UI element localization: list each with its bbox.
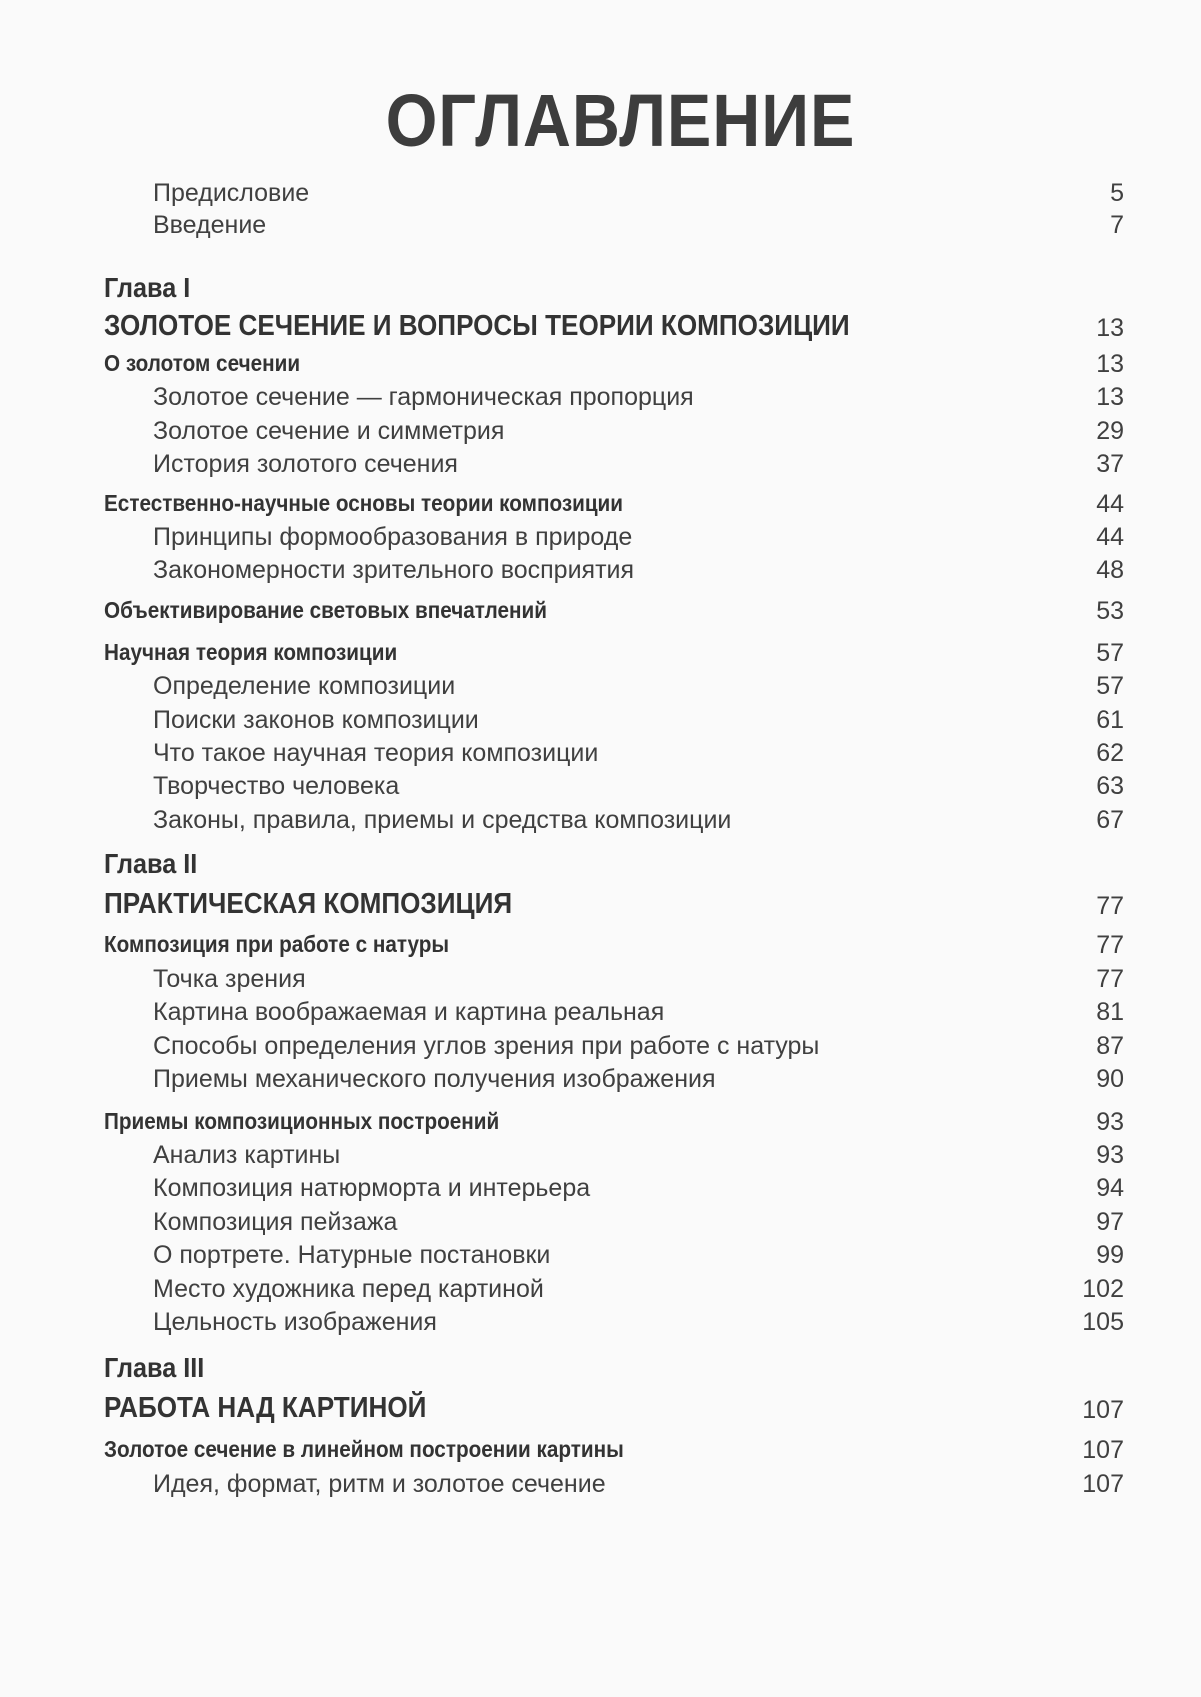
section-title: Приемы композиционных построений xyxy=(104,1108,500,1134)
page-number: 57 xyxy=(1096,639,1124,667)
toc-entry xyxy=(0,1032,1201,1066)
subsection-title: Идея, формат, ритм и золотое сечение xyxy=(153,1470,606,1498)
page-number: 99 xyxy=(1096,1241,1124,1269)
chapter-title: РАБОТА НАД КАРТИНОЙ xyxy=(104,1392,427,1424)
toc-entry xyxy=(0,1208,1201,1242)
page-number: 13 xyxy=(1096,314,1124,342)
toc-entry xyxy=(0,888,1201,922)
page-number: 29 xyxy=(1096,417,1124,445)
toc-entry xyxy=(0,1275,1201,1309)
section-title: Золотое сечение в линейном построении картины xyxy=(104,1436,624,1462)
section-title: Научная теория композиции xyxy=(104,639,398,665)
toc-entry xyxy=(0,179,1201,213)
toc-entry xyxy=(0,490,1201,524)
page-number: 77 xyxy=(1096,892,1124,920)
subsection-title: Определение композиции xyxy=(153,672,456,700)
chapter-number: Глава I xyxy=(104,272,191,303)
toc-entry xyxy=(0,417,1201,451)
subsection-title: Золотое сечение и симметрия xyxy=(153,417,505,445)
subsection-title: Картина воображаемая и картина реальная xyxy=(153,998,665,1026)
subsection-title: Композиция натюрморта и интерьера xyxy=(153,1174,591,1202)
toc-entry xyxy=(0,1108,1201,1142)
subsection-title: Что такое научная теория композиции xyxy=(153,739,599,767)
toc-entry xyxy=(0,450,1201,484)
toc-entry xyxy=(0,1308,1201,1342)
page-number: 97 xyxy=(1096,1208,1124,1236)
toc-entry xyxy=(0,1241,1201,1275)
subsection-title: Законы, правила, приемы и средства композиции xyxy=(153,806,732,834)
toc-entry xyxy=(0,272,1201,306)
toc-entry xyxy=(0,1174,1201,1208)
page-number: 5 xyxy=(1110,179,1124,207)
page-number: 7 xyxy=(1110,211,1124,239)
toc-entry xyxy=(0,672,1201,706)
subsection-title: Приемы механического получения изображения xyxy=(153,1065,716,1093)
toc-entry xyxy=(0,523,1201,557)
chapter-number: Глава II xyxy=(104,848,198,879)
toc-entry xyxy=(0,772,1201,806)
subsection-title: Введение xyxy=(153,211,267,239)
subsection-title: О портрете. Натурные постановки xyxy=(153,1241,551,1269)
subsection-title: Цельность изображения xyxy=(153,1308,437,1336)
page-number: 81 xyxy=(1096,998,1124,1026)
section-title: Объективирование световых впечатлений xyxy=(104,597,547,623)
toc-entry xyxy=(0,1392,1201,1426)
page-number: 93 xyxy=(1096,1108,1124,1136)
page-number: 62 xyxy=(1096,739,1124,767)
page-number: 53 xyxy=(1096,597,1124,625)
subsection-title: Принципы формообразования в природе xyxy=(153,523,633,551)
subsection-title: Предисловие xyxy=(153,179,310,207)
page-number: 44 xyxy=(1096,523,1124,551)
toc-entry xyxy=(0,310,1201,344)
toc-entry xyxy=(0,1065,1201,1099)
subsection-title: Анализ картины xyxy=(153,1141,341,1169)
page-number: 57 xyxy=(1096,672,1124,700)
chapter-number: Глава III xyxy=(104,1352,205,1383)
page-title: ОГЛАВЛЕНИЕ xyxy=(385,79,856,162)
page-number: 102 xyxy=(1082,1275,1124,1303)
toc-entry xyxy=(0,965,1201,999)
section-title: Композиция при работе с натуры xyxy=(104,931,450,957)
page-number: 63 xyxy=(1096,772,1124,800)
subsection-title: Поиски законов композиции xyxy=(153,706,479,734)
page-number: 107 xyxy=(1082,1396,1124,1424)
subsection-title: История золотого сечения xyxy=(153,450,458,478)
chapter-title: ЗОЛОТОЕ СЕЧЕНИЕ И ВОПРОСЫ ТЕОРИИ КОМПОЗИЦИИ xyxy=(104,310,850,342)
page-number: 105 xyxy=(1082,1308,1124,1336)
subsection-title: Композиция пейзажа xyxy=(153,1208,398,1236)
section-title: О золотом сечении xyxy=(104,350,301,376)
toc-entry xyxy=(0,597,1201,631)
toc-entry xyxy=(0,556,1201,590)
subsection-title: Место художника перед картиной xyxy=(153,1275,544,1303)
page-number: 13 xyxy=(1096,350,1124,378)
section-title: Естественно-научные основы теории композиции xyxy=(104,490,624,516)
toc-entry xyxy=(0,383,1201,417)
page-number: 61 xyxy=(1096,706,1124,734)
page-number: 13 xyxy=(1096,383,1124,411)
toc-entry xyxy=(0,211,1201,245)
page-number: 94 xyxy=(1096,1174,1124,1202)
page-number: 67 xyxy=(1096,806,1124,834)
toc-entry xyxy=(0,931,1201,965)
toc-entry xyxy=(0,1436,1201,1470)
toc-entry xyxy=(0,1352,1201,1386)
page-number: 77 xyxy=(1096,931,1124,959)
page-number: 107 xyxy=(1082,1436,1124,1464)
toc-entry xyxy=(0,350,1201,384)
subsection-title: Точка зрения xyxy=(153,965,306,993)
subsection-title: Способы определения углов зрения при работе с натуры xyxy=(153,1032,820,1060)
toc-entry xyxy=(0,639,1201,673)
toc-entry xyxy=(0,706,1201,740)
page-number: 77 xyxy=(1096,965,1124,993)
toc-entry xyxy=(0,998,1201,1032)
page-number: 44 xyxy=(1096,490,1124,518)
page-number: 37 xyxy=(1096,450,1124,478)
subsection-title: Золотое сечение — гармоническая пропорция xyxy=(153,383,694,411)
toc-entry xyxy=(0,1470,1201,1504)
page-number: 87 xyxy=(1096,1032,1124,1060)
toc-entry xyxy=(0,806,1201,840)
toc-entry xyxy=(0,848,1201,882)
subsection-title: Творчество человека xyxy=(153,772,400,800)
page-number: 93 xyxy=(1096,1141,1124,1169)
page-number: 90 xyxy=(1096,1065,1124,1093)
chapter-title: ПРАКТИЧЕСКАЯ КОМПОЗИЦИЯ xyxy=(104,888,513,920)
page-number: 48 xyxy=(1096,556,1124,584)
toc-entry xyxy=(0,739,1201,773)
page-number: 107 xyxy=(1082,1470,1124,1498)
subsection-title: Закономерности зрительного восприятия xyxy=(153,556,635,584)
toc-entry xyxy=(0,1141,1201,1175)
